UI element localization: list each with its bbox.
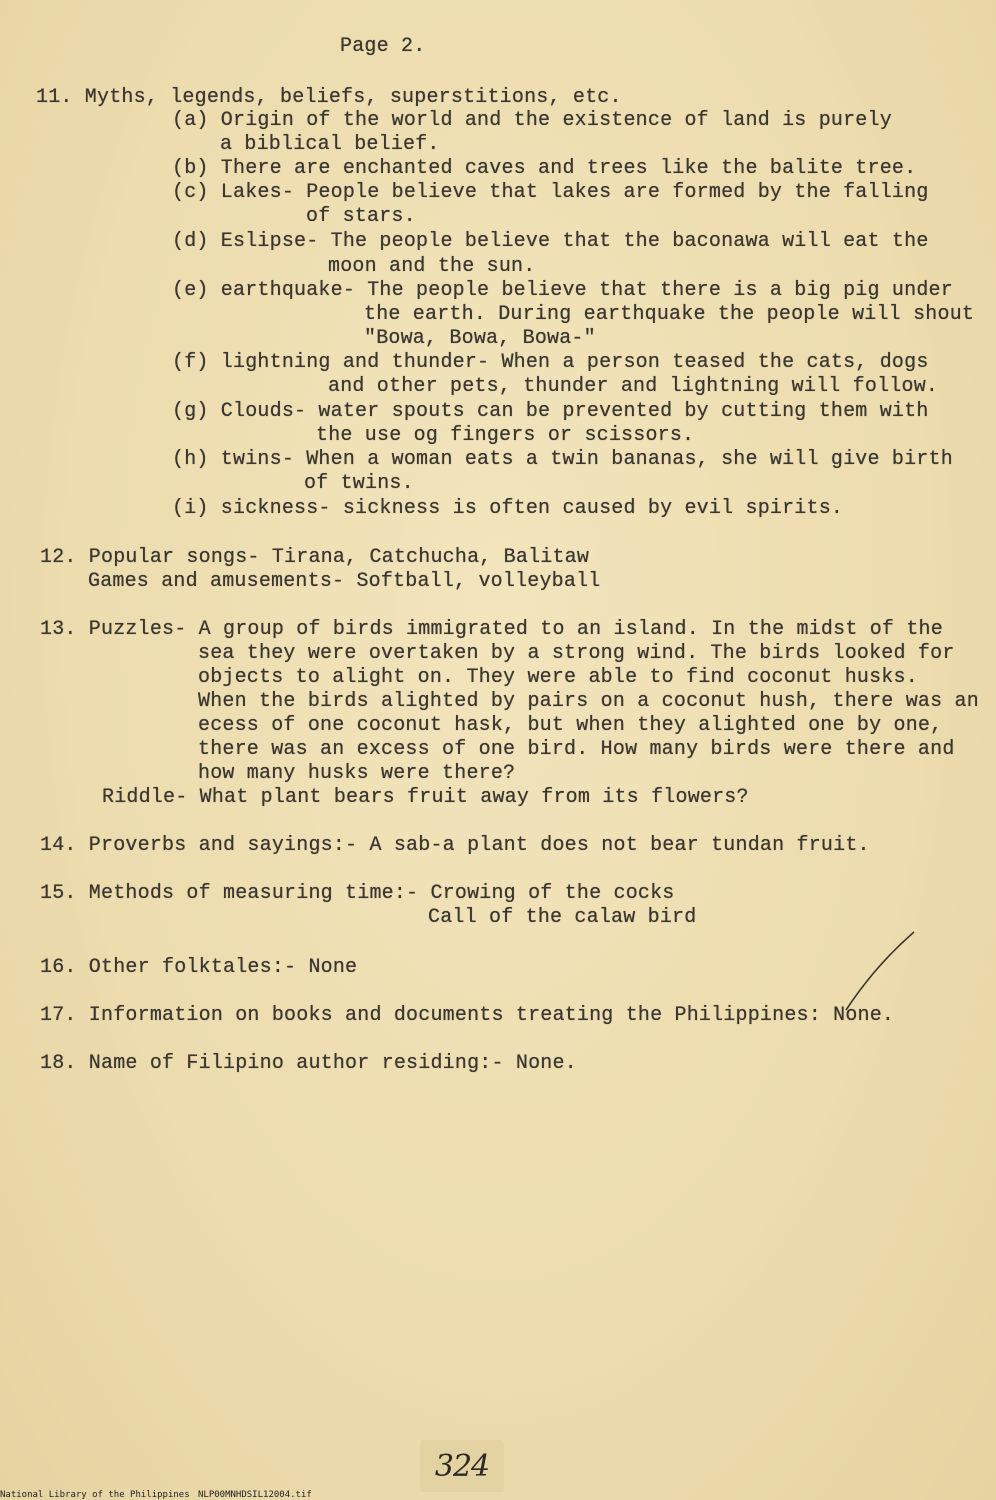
footer-file-name: NLP00MNHDSIL12004.tif (198, 1490, 312, 1500)
item-11a-line1: (a) Origin of the world and the existence of land is purely (172, 109, 892, 132)
item-11h-line1: (h) twins- When a woman eats a twin bananas, she will give birth (172, 448, 953, 471)
page-number: Page 2. (340, 35, 426, 58)
section-15-line1: 15. Methods of measuring time:- Crowing of the cocks (40, 882, 675, 905)
item-11f-line1: (f) lightning and thunder- When a person teased the cats, dogs (172, 351, 929, 374)
section-13-line3: objects to alight on. They were able to find coconut husks. (198, 666, 918, 689)
item-11b: (b) There are enchanted caves and trees like the balite tree. (172, 157, 917, 180)
section-14-proverbs: 14. Proverbs and sayings:- A sab-a plant does not bear tundan fruit. (40, 834, 870, 857)
item-11c-line2: of stars. (306, 205, 416, 228)
section-13-line6: there was an excess of one bird. How many birds were there and (198, 738, 955, 761)
page-stamp (420, 1440, 504, 1492)
section-13-line4: When the birds alighted by pairs on a coconut hush, there was an (198, 690, 979, 713)
item-11h-line2: of twins. (304, 472, 414, 495)
stamp-number: 324 (434, 1448, 490, 1484)
item-11e-line2: the earth. During earthquake the people will shout (364, 303, 975, 326)
section-13-line7: how many husks were there? (198, 762, 516, 785)
item-11d-line2: moon and the sun. (328, 255, 536, 278)
item-11g-line1: (g) Clouds- water spouts can be prevented by cutting them with (172, 400, 929, 423)
section-13-riddle: Riddle- What plant bears fruit away from its flowers? (102, 786, 749, 809)
item-11c-line1: (c) Lakes- People believe that lakes are formed by the falling (172, 181, 929, 204)
item-11f-line2: and other pets, thunder and lightning will follow. (328, 375, 939, 398)
item-11e-line3: "Bowa, Bowa, Bowa-" (364, 327, 596, 350)
item-11i: (i) sickness- sickness is often caused by evil spirits. (172, 497, 844, 520)
footer-library-name: National Library of the Philippines (0, 1490, 190, 1500)
section-16-folktales: 16. Other folktales:- None (40, 956, 358, 979)
item-11a-line2: a biblical belief. (220, 133, 440, 156)
item-11g-line2: the use og fingers or scissors. (316, 424, 695, 447)
section-13-line2: sea they were overtaken by a strong wind. The birds looked for (198, 642, 955, 665)
section-11-heading: 11. Myths, legends, beliefs, superstitions, etc. (36, 86, 622, 109)
section-18-author: 18. Name of Filipino author residing:- None. (40, 1052, 577, 1075)
section-17-information: 17. Information on books and documents treating the Philippines: None. (40, 1004, 895, 1027)
section-15-line2: Call of the calaw bird (428, 906, 697, 929)
item-11e-line1: (e) earthquake- The people believe that there is a big pig under (172, 279, 953, 302)
check-mark (840, 928, 920, 1014)
item-11d-line1: (d) Eslipse- The people believe that the baconawa will eat the (172, 230, 929, 253)
section-13-line5: ecess of one coconut hask, but when they alighted one by one, (198, 714, 943, 737)
section-12-games: Games and amusements- Softball, volleyball (88, 570, 601, 593)
section-12-songs: 12. Popular songs- Tirana, Catchucha, Balitaw (40, 546, 590, 569)
section-13-line1: 13. Puzzles- A group of birds immigrated to an island. In the midst of the (40, 618, 943, 641)
